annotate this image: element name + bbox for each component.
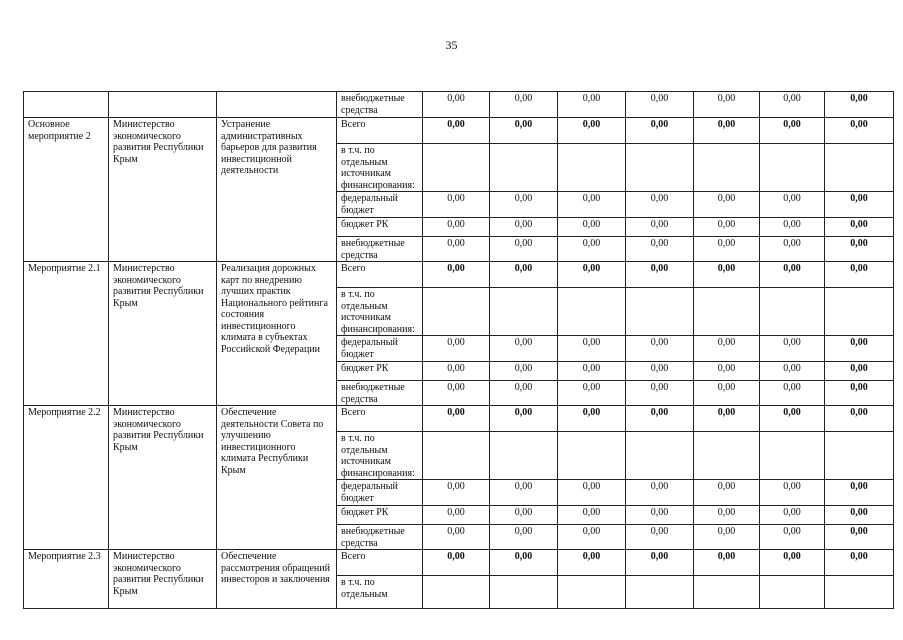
funding-table — [23, 91, 894, 609]
funding-source: Всего — [337, 550, 423, 576]
value-cell: 0,00 — [694, 262, 760, 288]
value-cell: 0,00 — [694, 92, 760, 118]
value-cell — [694, 432, 760, 480]
value-cell: 0,00 — [694, 381, 760, 406]
activity-name: Мероприятие 2.2 — [24, 406, 109, 550]
value-cell — [825, 144, 894, 192]
value-cell: 0,00 — [558, 336, 626, 362]
value-cell: 0,00 — [558, 118, 626, 144]
funding-source: бюджет РК — [337, 506, 423, 525]
funding-source: в т.ч. по отдельным источникам финансирования: — [337, 288, 423, 336]
value-cell: 0,00 — [558, 92, 626, 118]
value-cell: 0,00 — [760, 218, 825, 237]
value-cell: 0,00 — [490, 336, 558, 362]
value-cell: 0,00 — [558, 406, 626, 432]
value-cell: 0,00 — [760, 92, 825, 118]
value-cell: 0,00 — [558, 525, 626, 550]
activity-name: Основное мероприятие 2 — [24, 118, 109, 262]
value-cell — [760, 576, 825, 609]
value-cell: 0,00 — [558, 480, 626, 506]
value-cell: 0,00 — [694, 118, 760, 144]
value-cell: 0,00 — [626, 480, 694, 506]
funding-source: бюджет РК — [337, 362, 423, 381]
funding-source: федеральный бюджет — [337, 192, 423, 218]
value-cell: 0,00 — [490, 550, 558, 576]
value-cell: 0,00 — [558, 218, 626, 237]
value-cell: 0,00 — [825, 480, 894, 506]
funding-source: Всего — [337, 118, 423, 144]
value-cell — [423, 432, 490, 480]
value-cell: 0,00 — [825, 381, 894, 406]
value-cell — [423, 288, 490, 336]
funding-source: внебюджетные средства — [337, 381, 423, 406]
value-cell: 0,00 — [423, 118, 490, 144]
activity-name: Мероприятие 2.3 — [24, 550, 109, 609]
value-cell: 0,00 — [626, 381, 694, 406]
value-cell: 0,00 — [760, 406, 825, 432]
value-cell: 0,00 — [760, 192, 825, 218]
value-cell: 0,00 — [694, 192, 760, 218]
value-cell: 0,00 — [694, 406, 760, 432]
value-cell: 0,00 — [626, 406, 694, 432]
value-cell: 0,00 — [558, 237, 626, 262]
value-cell: 0,00 — [490, 92, 558, 118]
value-cell — [626, 576, 694, 609]
value-cell — [490, 144, 558, 192]
value-cell: 0,00 — [490, 192, 558, 218]
value-cell: 0,00 — [490, 362, 558, 381]
value-cell: 0,00 — [760, 525, 825, 550]
value-cell: 0,00 — [760, 237, 825, 262]
value-cell: 0,00 — [423, 480, 490, 506]
value-cell: 0,00 — [825, 262, 894, 288]
activity-description: Обеспечение деятельности Совета по улучшению инвестиционного климата Республики Крым — [217, 406, 337, 550]
table-row — [24, 92, 894, 118]
value-cell: 0,00 — [626, 506, 694, 525]
value-cell: 0,00 — [760, 480, 825, 506]
value-cell — [626, 288, 694, 336]
value-cell — [694, 576, 760, 609]
continued-cell — [109, 92, 217, 118]
value-cell: 0,00 — [626, 192, 694, 218]
value-cell: 0,00 — [760, 336, 825, 362]
value-cell: 0,00 — [490, 237, 558, 262]
value-cell: 0,00 — [825, 92, 894, 118]
value-cell: 0,00 — [825, 506, 894, 525]
value-cell — [825, 288, 894, 336]
executor: Министерство экономического развития Республики Крым — [109, 406, 217, 550]
value-cell — [558, 144, 626, 192]
value-cell — [490, 432, 558, 480]
activity-description: Устранение административных барьеров для развития инвестиционной деятельности — [217, 118, 337, 262]
value-cell: 0,00 — [760, 362, 825, 381]
value-cell: 0,00 — [558, 262, 626, 288]
value-cell: 0,00 — [825, 192, 894, 218]
value-cell: 0,00 — [490, 118, 558, 144]
value-cell: 0,00 — [558, 506, 626, 525]
value-cell: 0,00 — [825, 406, 894, 432]
funding-source: федеральный бюджет — [337, 480, 423, 506]
value-cell — [490, 576, 558, 609]
value-cell: 0,00 — [760, 506, 825, 525]
value-cell — [825, 576, 894, 609]
value-cell — [694, 144, 760, 192]
value-cell: 0,00 — [760, 550, 825, 576]
table-row — [24, 406, 894, 432]
value-cell — [694, 288, 760, 336]
value-cell: 0,00 — [490, 480, 558, 506]
value-cell: 0,00 — [558, 362, 626, 381]
value-cell: 0,00 — [626, 550, 694, 576]
value-cell: 0,00 — [825, 118, 894, 144]
funding-source: в т.ч. по отдельным источникам финансирования: — [337, 144, 423, 192]
executor: Министерство экономического развития Республики Крым — [109, 550, 217, 609]
value-cell — [626, 144, 694, 192]
table-row — [24, 262, 894, 288]
value-cell — [423, 144, 490, 192]
value-cell: 0,00 — [825, 525, 894, 550]
value-cell: 0,00 — [825, 336, 894, 362]
value-cell: 0,00 — [825, 362, 894, 381]
value-cell: 0,00 — [626, 118, 694, 144]
value-cell: 0,00 — [490, 381, 558, 406]
value-cell — [558, 432, 626, 480]
value-cell: 0,00 — [558, 550, 626, 576]
value-cell: 0,00 — [694, 506, 760, 525]
value-cell: 0,00 — [423, 362, 490, 381]
funding-source: бюджет РК — [337, 218, 423, 237]
value-cell — [825, 432, 894, 480]
value-cell: 0,00 — [423, 262, 490, 288]
value-cell: 0,00 — [423, 92, 490, 118]
funding-source: в т.ч. по отдельным — [337, 576, 423, 609]
value-cell — [423, 576, 490, 609]
value-cell: 0,00 — [490, 218, 558, 237]
activity-name: Мероприятие 2.1 — [24, 262, 109, 406]
executor: Министерство экономического развития Республики Крым — [109, 262, 217, 406]
value-cell: 0,00 — [558, 192, 626, 218]
table-row — [24, 550, 894, 576]
funding-source: внебюджетные средства — [337, 237, 423, 262]
value-cell: 0,00 — [760, 118, 825, 144]
value-cell: 0,00 — [694, 362, 760, 381]
continued-cell — [24, 92, 109, 118]
value-cell: 0,00 — [423, 381, 490, 406]
value-cell: 0,00 — [694, 480, 760, 506]
value-cell: 0,00 — [490, 506, 558, 525]
value-cell: 0,00 — [423, 506, 490, 525]
executor: Министерство экономического развития Республики Крым — [109, 118, 217, 262]
value-cell: 0,00 — [626, 362, 694, 381]
value-cell: 0,00 — [423, 336, 490, 362]
value-cell: 0,00 — [626, 336, 694, 362]
value-cell: 0,00 — [760, 262, 825, 288]
funding-source: федеральный бюджет — [337, 336, 423, 362]
value-cell: 0,00 — [694, 218, 760, 237]
value-cell — [760, 144, 825, 192]
funding-source: внебюджетные средства — [337, 92, 423, 118]
value-cell: 0,00 — [694, 237, 760, 262]
value-cell: 0,00 — [490, 262, 558, 288]
value-cell: 0,00 — [694, 336, 760, 362]
value-cell: 0,00 — [423, 550, 490, 576]
value-cell: 0,00 — [825, 218, 894, 237]
value-cell: 0,00 — [626, 262, 694, 288]
value-cell: 0,00 — [423, 218, 490, 237]
value-cell: 0,00 — [626, 525, 694, 550]
value-cell — [760, 288, 825, 336]
value-cell: 0,00 — [760, 381, 825, 406]
value-cell: 0,00 — [423, 406, 490, 432]
value-cell — [760, 432, 825, 480]
value-cell: 0,00 — [490, 525, 558, 550]
funding-source: Всего — [337, 406, 423, 432]
value-cell: 0,00 — [626, 237, 694, 262]
value-cell: 0,00 — [558, 381, 626, 406]
value-cell: 0,00 — [825, 550, 894, 576]
funding-source: Всего — [337, 262, 423, 288]
value-cell — [558, 288, 626, 336]
value-cell: 0,00 — [423, 237, 490, 262]
value-cell: 0,00 — [423, 192, 490, 218]
value-cell — [558, 576, 626, 609]
value-cell — [490, 288, 558, 336]
value-cell: 0,00 — [825, 237, 894, 262]
value-cell: 0,00 — [626, 218, 694, 237]
continued-cell — [217, 92, 337, 118]
value-cell: 0,00 — [490, 406, 558, 432]
activity-description: Обеспечение рассмотрения обращений инвесторов и заключения — [217, 550, 337, 609]
activity-description: Реализация дорожных карт по внедрению лучших практик Национального рейтинга состояния инвестиционного климата в субъектах Российской Федерации — [217, 262, 337, 406]
table-row — [24, 118, 894, 144]
page-number: 35 — [445, 38, 458, 52]
value-cell — [626, 432, 694, 480]
funding-source: в т.ч. по отдельным источникам финансирования: — [337, 432, 423, 480]
value-cell: 0,00 — [694, 525, 760, 550]
value-cell: 0,00 — [626, 92, 694, 118]
value-cell: 0,00 — [694, 550, 760, 576]
funding-source: внебюджетные средства — [337, 525, 423, 550]
value-cell: 0,00 — [423, 525, 490, 550]
